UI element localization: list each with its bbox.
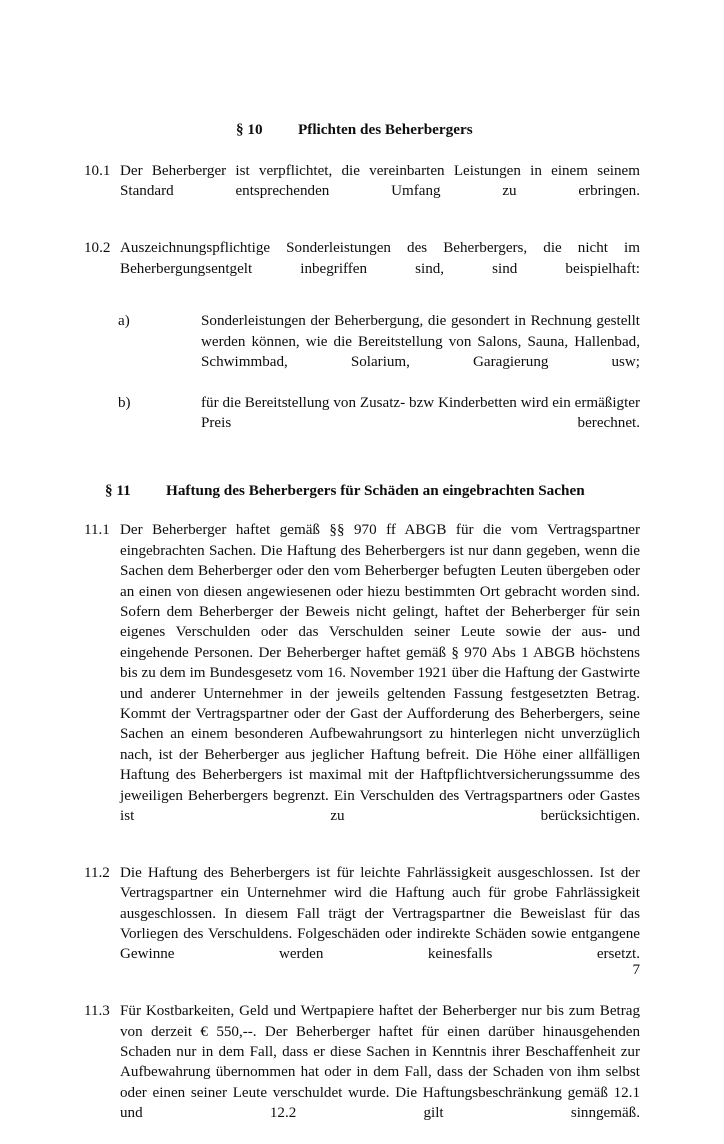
section-heading-10 xyxy=(84,120,640,140)
clause-number: 10.1 xyxy=(84,163,111,179)
section-title: Pflichten des Beherbergers xyxy=(298,121,473,138)
clause-number: 11.1 xyxy=(84,522,110,539)
section-title: Haftung des Beherbergers für Schäden an eingebrachten Sachen xyxy=(166,482,585,500)
clause-number: 11.3 xyxy=(84,1003,110,1020)
clause-11-1 xyxy=(84,520,640,847)
page-number: 7 xyxy=(632,962,640,978)
list-item xyxy=(118,393,640,454)
list-marker: b) xyxy=(118,395,131,412)
section-number: § 10 xyxy=(236,121,263,138)
list-item-text: Sonderleistungen der Beherbergung, die gesondert in Rechnung gestellt werden können, wie die Bereitstellung von Salons, Sauna, Hallenbad, Schwimmbad, Solarium, Garagierung usw; xyxy=(201,313,640,371)
clause-body: Die Haftung des Beherbergers ist für leichte Fahrlässigkeit ausgeschlossen. Ist der Vertragspartner ein Unternehmer wird die Haftung auch für grobe Fahrlässigkeit ausgeschlossen. In diesem Fall trägt der Vertragspartner die Beweislast für das Vorliegen des Verschuldens. Folgeschäden oder indirekte Schäden sowie entgangene Gewinne werden keinesfalls ersetzt. xyxy=(120,864,640,963)
section-number: § 11 xyxy=(105,482,131,500)
lettered-sub-list xyxy=(84,311,640,454)
clause-10-2 xyxy=(84,238,640,299)
list-marker: a) xyxy=(118,313,130,330)
clause-body: Der Beherberger ist verpflichtet, die vereinbarten Leistungen in einem seinem Standard entsprechenden Umfang zu erbringen. xyxy=(120,163,640,200)
page-content xyxy=(84,120,640,1144)
list-item xyxy=(118,311,640,393)
clause-body: Der Beherberger haftet gemäß §§ 970 ff ABGB für die vom Vertragspartner eingebrachten Sachen. Die Haftung des Beherbergers ist nur dann gegeben, wenn die Sachen dem Beherberger oder den vom Beherberger befugten Leuten übergeben oder an einen von diesen angewiesenen oder hiezu bestimmten Ort gebracht worden sind. Sofern dem Beherberger der Beweis nicht gelingt, haftet der Beherberger für sein eigenes Verschulden oder das Verschulden seiner Leute sowie der aus- und eingehende Personen. Der Beherberger haftet gemäß § 970 Abs 1 ABGB höchstens bis zu dem im Bundesgesetz vom 16. November 1921 über die Haftung der Gastwirte und anderer Unternehmer in der jeweils geltenden Fassung festgesetzten Betrag. Kommt der Vertragspartner oder der Gast der Aufforderung des Beherbergers, seine Sachen an einem besonderen Aufbewahrungsort zu hinterlegen nicht unverzüglich nach, ist der Beherberger aus jeglicher Haftung befreit. Die Höhe einer allfälligen Haftung des Beherbergers ist maximal mit der Haftpflichtversicherungssumme des jeweiligen Beherbergers begrenzt. Ein Verschulden des Vertragspartners oder Gastes ist zu berücksichtigen. xyxy=(120,522,640,824)
section-heading-11 xyxy=(84,481,640,501)
clause-body: Auszeichnungspflichtige Sonderleistungen des Beherbergers, die nicht im Beherbergungsentgelt inbegriffen sind, sind beispielhaft: xyxy=(120,240,640,277)
clause-11-3 xyxy=(84,1001,640,1144)
list-item-text: für die Bereitstellung von Zusatz- bzw Kinderbetten wird ein ermäßigter Preis berechnet. xyxy=(201,395,640,432)
clause-number: 10.2 xyxy=(84,240,111,257)
clause-body: Für Kostbarkeiten, Geld und Wertpapiere haftet der Beherberger nur bis zum Betrag von derzeit € 550,--. Der Beherberger haftet für einen darüber hinausgehenden Schaden nur in dem Fall, dass er diese Sachen in Kenntnis ihrer Beschaffenheit zur Aufbewahrung übernommen hat oder in dem Fall, dass der Schaden von ihm selbst oder einen seiner Leute verschuldet wurde. Die Haftungsbeschränkung gemäß 12.1 und 12.2 gilt sinngemäß. xyxy=(120,1003,640,1122)
clause-number: 11.2 xyxy=(84,864,110,881)
clause-10-1 xyxy=(84,161,640,222)
